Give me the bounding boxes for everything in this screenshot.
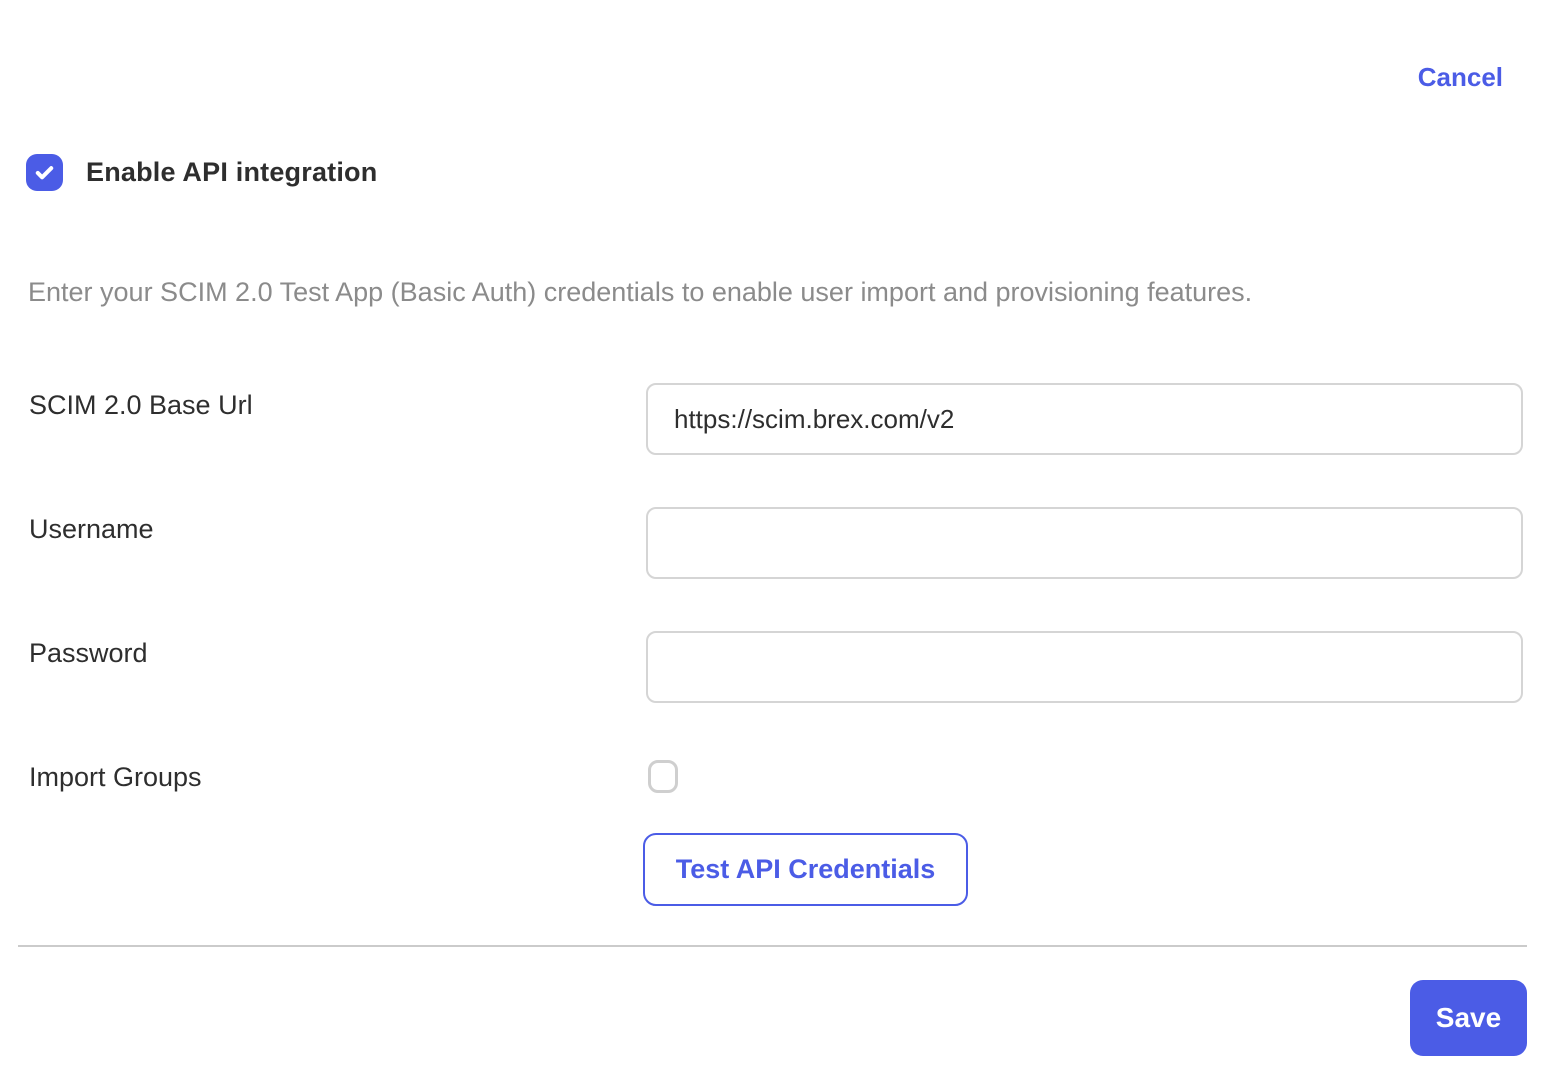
base-url-label: SCIM 2.0 Base Url [29,390,253,420]
credentials-description: Enter your SCIM 2.0 Test App (Basic Auth) credentials to enable user import and provisioning features. [28,277,1253,307]
username-input[interactable] [646,507,1523,579]
footer-divider [18,945,1527,947]
enable-api-label: Enable API integration [86,157,378,187]
import-groups-label: Import Groups [29,762,202,792]
save-button[interactable]: Save [1410,980,1527,1056]
cancel-link[interactable]: Cancel [1417,62,1503,92]
enable-api-row [26,154,377,191]
password-label: Password [29,638,148,668]
base-url-input[interactable] [646,383,1523,455]
enable-api-checkbox[interactable] [26,154,63,191]
test-api-credentials-button[interactable]: Test API Credentials [643,833,968,906]
password-input[interactable] [646,631,1523,703]
checkmark-icon [33,161,56,184]
import-groups-checkbox[interactable] [648,760,678,793]
username-label: Username [29,514,154,544]
